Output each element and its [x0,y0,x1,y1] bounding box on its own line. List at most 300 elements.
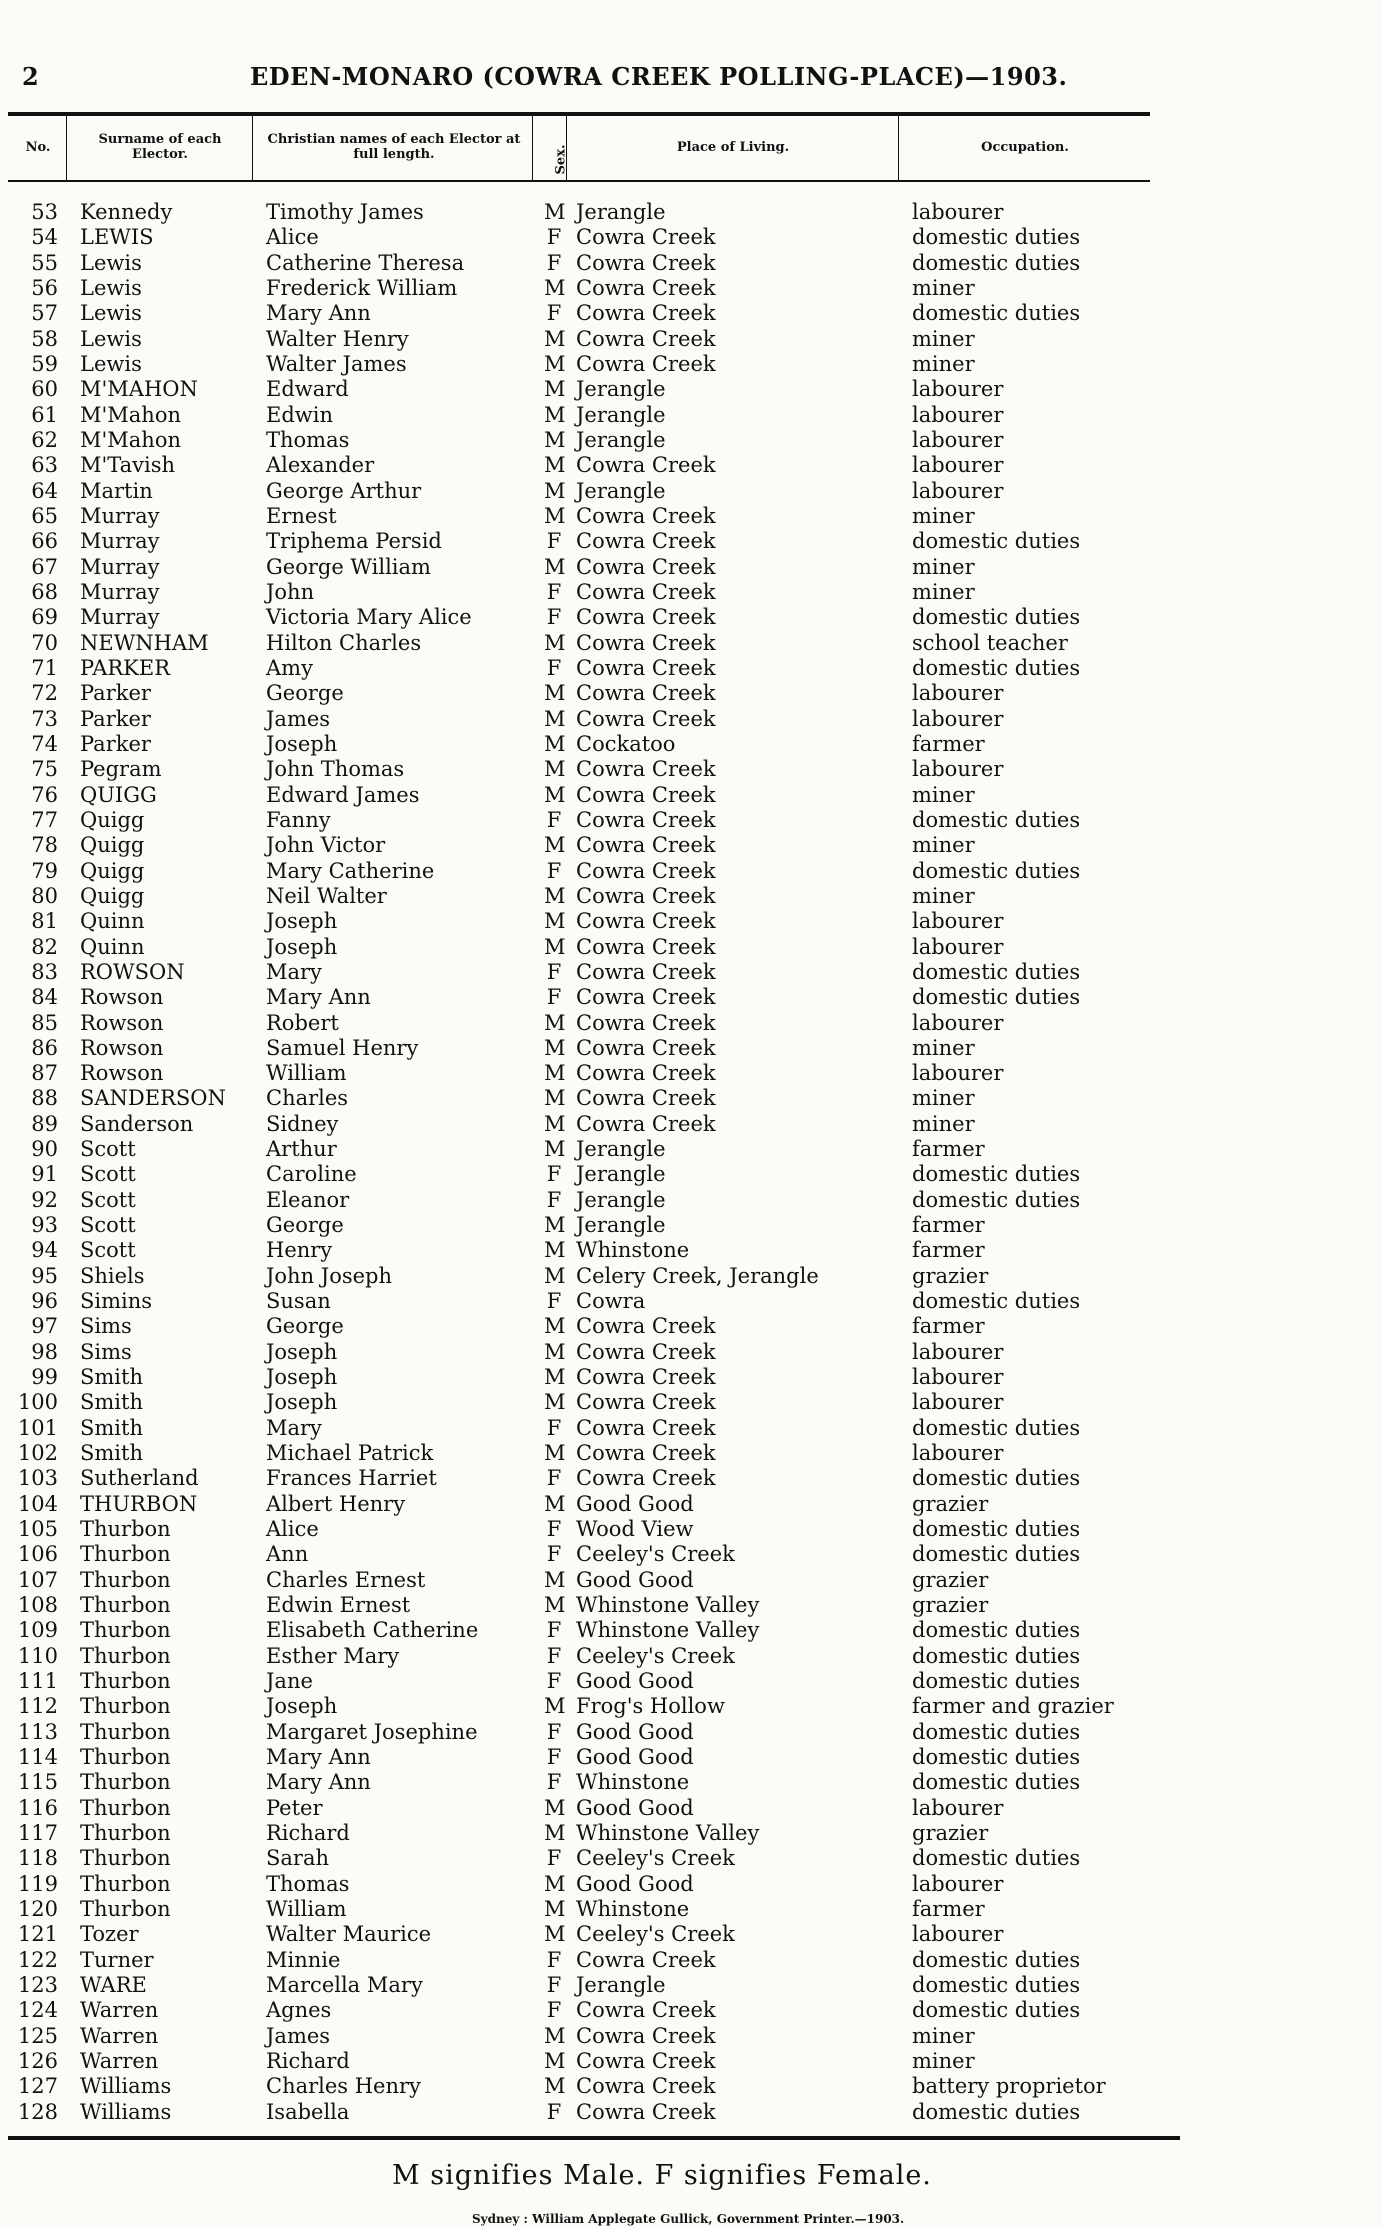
elector-occupation: domestic duties [912,1466,1081,1491]
elector-christian-names: Richard [266,2048,350,2073]
elector-surname: NEWNHAM [80,630,209,655]
elector-christian-names: Walter Maurice [266,1922,432,1947]
elector-christian-names: Joseph [266,731,338,756]
elector-sex: M [544,1314,566,1339]
table-row [0,225,1382,250]
elector-surname: Quigg [80,807,145,832]
elector-occupation: domestic duties [912,605,1081,630]
elector-surname: Parker [80,681,151,706]
column-header-christian-names: Christian names of each Elector at full length. [267,132,521,162]
elector-number: 53 [31,200,58,224]
elector-surname: Williams [80,2074,172,2099]
elector-number: 82 [31,934,58,959]
elector-surname: Kennedy [80,200,173,224]
elector-sex: M [544,2048,566,2073]
elector-occupation: domestic duties [912,1289,1081,1314]
elector-place-of-living: Ceeley's Creek [576,1922,735,1947]
elector-christian-names: Mary Ann [266,301,371,326]
elector-surname: Thurbon [80,1694,171,1719]
elector-christian-names: Jane [266,1669,313,1694]
elector-place-of-living: Good Good [576,1669,694,1694]
elector-surname: Rowson [80,1010,164,1035]
elector-place-of-living: Whinstone Valley [576,1821,760,1845]
elector-occupation: grazier [912,1821,989,1845]
elector-surname: Thurbon [80,1643,171,1668]
column-divider [66,116,67,180]
elector-number: 70 [31,630,58,655]
elector-sex: M [544,1137,566,1162]
elector-occupation: domestic duties [912,225,1081,250]
table-row [0,1745,1382,1770]
elector-surname: Thurbon [80,1517,171,1542]
elector-surname: Smith [80,1415,143,1440]
elector-christian-names: James [266,706,331,731]
elector-occupation: miner [912,554,975,579]
elector-sex: M [544,2023,566,2048]
table-row [0,1365,1382,1390]
elector-number: 79 [31,858,58,883]
elector-place-of-living: Cowra Creek [576,883,716,908]
elector-occupation: labourer [912,757,1004,782]
table-row [0,909,1382,934]
elector-place-of-living: Whinstone [576,1238,690,1263]
elector-place-of-living: Cowra Creek [576,2023,716,2048]
elector-occupation: miner [912,326,975,351]
elector-surname: Williams [80,2099,172,2124]
page-title: EDEN-MONARO (COWRA CREEK POLLING-PLACE)—1903. [250,62,1068,91]
elector-surname: Smith [80,1365,143,1390]
elector-christian-names: Frederick William [266,275,458,300]
elector-place-of-living: Cowra Creek [576,1365,716,1390]
elector-sex: F [546,1998,562,2023]
elector-occupation: domestic duties [912,250,1081,275]
elector-surname: Scott [80,1137,136,1162]
elector-surname: Murray [80,529,160,554]
elector-surname: Lewis [80,250,142,275]
elector-christian-names: George [266,1213,344,1238]
elector-sex: M [544,731,566,756]
elector-number: 87 [31,1061,58,1086]
elector-number: 124 [17,1998,58,2023]
elector-christian-names: James [266,2023,331,2048]
elector-number: 74 [31,731,58,756]
elector-surname: QUIGG [80,782,157,807]
elector-christian-names: Eleanor [266,1187,350,1212]
elector-place-of-living: Cowra Creek [576,351,716,376]
table-row [0,1492,1382,1517]
elector-number: 80 [31,883,58,908]
elector-surname: Sims [80,1339,132,1364]
elector-place-of-living: Jerangle [576,1162,666,1187]
elector-christian-names: Catherine Theresa [266,250,465,275]
elector-number: 56 [31,275,58,300]
printer-imprint: Sydney : William Applegate Gullick, Government Printer.—1903. [472,2212,905,2226]
elector-christian-names: Esther Mary [266,1643,400,1668]
elector-sex: F [546,225,562,250]
elector-place-of-living: Cowra Creek [576,985,716,1010]
elector-occupation: domestic duties [912,301,1081,326]
elector-occupation: domestic duties [912,858,1081,883]
elector-surname: M'Tavish [80,453,176,478]
elector-place-of-living: Cowra Creek [576,1390,716,1415]
elector-place-of-living: Jerangle [576,1137,666,1162]
elector-place-of-living: Cowra Creek [576,1035,716,1060]
elector-sex: M [544,1086,566,1111]
elector-surname: Turner [80,1947,154,1972]
elector-sex: F [546,1187,562,1212]
elector-occupation: miner [912,1086,975,1111]
elector-number: 59 [31,351,58,376]
elector-sex: F [546,858,562,883]
table-row [0,935,1382,960]
elector-occupation: farmer [912,1896,985,1921]
elector-surname: Quigg [80,883,145,908]
elector-christian-names: Joseph [266,909,338,934]
elector-sex: M [544,1111,566,1136]
elector-christian-names: Robert [266,1010,339,1035]
elector-place-of-living: Cowra Creek [576,1339,716,1364]
elector-place-of-living: Wood View [576,1517,694,1542]
elector-sex: F [546,1972,562,1997]
elector-surname: Shiels [80,1263,145,1288]
elector-christian-names: Fanny [266,807,331,832]
elector-christian-names: Edward [266,377,349,402]
elector-sex: F [546,1846,562,1871]
elector-occupation: domestic duties [912,1618,1081,1643]
table-row [0,1086,1382,1111]
elector-sex: F [546,1415,562,1440]
elector-place-of-living: Cowra Creek [576,782,716,807]
elector-number: 90 [31,1137,58,1162]
elector-surname: Sanderson [80,1111,194,1136]
elector-occupation: domestic duties [912,1415,1081,1440]
elector-surname: Thurbon [80,1770,171,1795]
elector-number: 77 [31,807,58,832]
elector-christian-names: Timothy James [266,200,424,224]
elector-number: 69 [31,605,58,630]
table-row [0,1213,1382,1238]
elector-christian-names: Mary Ann [266,1745,371,1770]
elector-number: 128 [17,2099,58,2124]
elector-sex: M [544,2074,566,2099]
table-row [0,985,1382,1010]
table-row [0,580,1382,605]
elector-sex: M [544,326,566,351]
elector-surname: Quinn [80,934,145,959]
elector-sex: F [546,1618,562,1643]
table-row [0,1517,1382,1542]
elector-occupation: labourer [912,377,1004,402]
elector-surname: Rowson [80,1061,164,1086]
table-row [0,555,1382,580]
elector-number: 111 [17,1669,58,1694]
elector-number: 60 [31,377,58,402]
elector-christian-names: Alice [266,1517,319,1542]
elector-occupation: farmer [912,1213,985,1238]
elector-number: 104 [17,1491,58,1516]
elector-occupation: domestic duties [912,1770,1081,1795]
elector-place-of-living: Cowra Creek [576,225,716,250]
elector-sex: M [544,833,566,858]
elector-christian-names: Mary Ann [266,1770,371,1795]
elector-occupation: domestic duties [912,1972,1081,1997]
elector-surname: Smith [80,1390,143,1415]
elector-occupation: farmer and grazier [912,1694,1114,1719]
elector-sex: M [544,1061,566,1086]
table-row [0,833,1382,858]
elector-sex: F [546,1643,562,1668]
elector-place-of-living: Jerangle [576,200,666,224]
elector-number: 64 [31,478,58,503]
table-row [0,884,1382,909]
elector-occupation: domestic duties [912,1719,1081,1744]
elector-place-of-living: Jerangle [576,478,666,503]
elector-number: 84 [31,985,58,1010]
elector-surname: Quigg [80,833,145,858]
elector-christian-names: Mary Catherine [266,858,435,883]
elector-sex: M [544,1365,566,1390]
elector-occupation: domestic duties [912,1947,1081,1972]
elector-christian-names: Agnes [266,1998,332,2023]
elector-sex: M [544,1238,566,1263]
elector-place-of-living: Cowra Creek [576,2048,716,2073]
elector-place-of-living: Celery Creek, Jerangle [576,1263,819,1288]
elector-occupation: domestic duties [912,1669,1081,1694]
elector-surname: Thurbon [80,1871,171,1896]
elector-sex: F [546,1719,562,1744]
elector-occupation: miner [912,1111,975,1136]
elector-occupation: domestic duties [912,1745,1081,1770]
elector-occupation: labourer [912,1010,1004,1035]
elector-occupation: miner [912,1035,975,1060]
elector-sex: F [546,250,562,275]
table-row [0,631,1382,656]
elector-surname: M'Mahon [80,402,181,427]
elector-sex: F [546,959,562,984]
elector-place-of-living: Cowra Creek [576,1111,716,1136]
elector-christian-names: Joseph [266,1694,338,1719]
elector-place-of-living: Cowra Creek [576,655,716,680]
elector-sex: F [546,301,562,326]
table-row [0,1872,1382,1897]
elector-christian-names: Joseph [266,1365,338,1390]
elector-sex: M [544,934,566,959]
elector-number: 120 [17,1896,58,1921]
column-header-surname: Surname of each Elector. [98,132,222,162]
elector-occupation: labourer [912,402,1004,427]
table-row [0,1948,1382,1973]
elector-number: 86 [31,1035,58,1060]
elector-sex: M [544,1035,566,1060]
elector-occupation: farmer [912,1137,985,1162]
elector-place-of-living: Cowra Creek [576,301,716,326]
elector-occupation: domestic duties [912,655,1081,680]
elector-number: 96 [31,1289,58,1314]
table-row [0,1112,1382,1137]
elector-christian-names: Joseph [266,1339,338,1364]
elector-number: 102 [17,1441,58,1466]
elector-place-of-living: Jerangle [576,1972,666,1997]
table-row [0,757,1382,782]
elector-place-of-living: Cowra Creek [576,1466,716,1491]
elector-sex: M [544,782,566,807]
elector-christian-names: Ann [266,1542,309,1567]
elector-place-of-living: Ceeley's Creek [576,1643,735,1668]
elector-sex: M [544,1593,566,1618]
elector-sex: F [546,2099,562,2124]
elector-sex: M [544,200,566,224]
elector-occupation: labourer [912,1390,1004,1415]
elector-number: 113 [17,1719,58,1744]
elector-sex: M [544,1441,566,1466]
elector-surname: Lewis [80,275,142,300]
elector-place-of-living: Good Good [576,1871,694,1896]
elector-surname: M'Mahon [80,427,181,452]
elector-sex: F [546,985,562,1010]
elector-christian-names: Sidney [266,1111,339,1136]
elector-christian-names: Samuel Henry [266,1035,419,1060]
elector-place-of-living: Whinstone [576,1896,690,1921]
table-row [0,504,1382,529]
elector-sex: M [544,757,566,782]
elector-number: 99 [31,1365,58,1390]
table-row [0,1340,1382,1365]
elector-number: 94 [31,1238,58,1263]
table-row [0,2049,1382,2074]
elector-occupation: grazier [912,1491,989,1516]
elector-number: 88 [31,1086,58,1111]
elector-sex: M [544,1010,566,1035]
elector-sex: M [544,1795,566,1820]
elector-place-of-living: Good Good [576,1567,694,1592]
table-row [0,301,1382,326]
elector-place-of-living: Cowra Creek [576,250,716,275]
elector-occupation: farmer [912,1238,985,1263]
elector-number: 76 [31,782,58,807]
table-row [0,1036,1382,1061]
elector-christian-names: Arthur [266,1137,337,1162]
elector-sex: F [546,807,562,832]
table-row [0,377,1382,402]
elector-number: 116 [17,1795,58,1820]
elector-number: 114 [17,1745,58,1770]
elector-surname: Lewis [80,326,142,351]
elector-christian-names: Elisabeth Catherine [266,1618,479,1643]
elector-surname: Thurbon [80,1719,171,1744]
elector-sex: M [544,1694,566,1719]
elector-christian-names: Henry [266,1238,333,1263]
elector-christian-names: Edwin [266,402,333,427]
elector-occupation: domestic duties [912,1162,1081,1187]
elector-surname: Warren [80,1998,159,2023]
elector-occupation: labourer [912,1061,1004,1086]
elector-surname: Thurbon [80,1795,171,1820]
elector-number: 83 [31,959,58,984]
elector-christian-names: Alexander [266,453,375,478]
column-divider [898,116,899,180]
table-row [0,1922,1382,1947]
elector-surname: Thurbon [80,1618,171,1643]
table-row [0,251,1382,276]
elector-christian-names: Sarah [266,1846,329,1871]
table-row [0,1011,1382,1036]
elector-sex: F [546,605,562,630]
elector-number: 98 [31,1339,58,1364]
elector-sex: M [544,1896,566,1921]
elector-place-of-living: Cowra Creek [576,1010,716,1035]
elector-place-of-living: Jerangle [576,427,666,452]
table-row [0,1846,1382,1871]
elector-christian-names: Victoria Mary Alice [266,605,472,630]
elector-place-of-living: Whinstone Valley [576,1618,760,1643]
elector-number: 105 [17,1517,58,1542]
elector-occupation: domestic duties [912,1998,1081,2023]
elector-occupation: labourer [912,427,1004,452]
elector-place-of-living: Cowra Creek [576,1314,716,1339]
table-row [0,1694,1382,1719]
table-row [0,1416,1382,1441]
elector-christian-names: John Victor [266,833,386,858]
elector-christian-names: Marcella Mary [266,1972,423,1997]
elector-surname: M'MAHON [80,377,198,402]
elector-place-of-living: Jerangle [576,402,666,427]
table-row [0,1770,1382,1795]
elector-number: 65 [31,503,58,528]
table-row [0,428,1382,453]
elector-occupation: labourer [912,200,1004,224]
elector-christian-names: William [266,1896,347,1921]
elector-surname: THURBON [80,1491,198,1516]
elector-surname: Sims [80,1314,132,1339]
column-divider [532,116,533,180]
table-row [0,707,1382,732]
elector-number: 57 [31,301,58,326]
table-row [0,1568,1382,1593]
table-row [0,681,1382,706]
elector-number: 109 [17,1618,58,1643]
elector-occupation: battery proprietor [912,2074,1106,2099]
elector-occupation: labourer [912,909,1004,934]
table-row [0,859,1382,884]
elector-surname: Thurbon [80,1745,171,1770]
elector-list [0,200,1382,2125]
elector-surname: Thurbon [80,1593,171,1618]
elector-place-of-living: Ceeley's Creek [576,1846,735,1871]
table-row [0,1137,1382,1162]
elector-christian-names: Amy [266,655,313,680]
elector-place-of-living: Cowra Creek [576,1086,716,1111]
elector-occupation: grazier [912,1263,989,1288]
elector-surname: Sutherland [80,1466,199,1491]
elector-place-of-living: Cowra Creek [576,453,716,478]
elector-christian-names: Mary Ann [266,985,371,1010]
elector-number: 66 [31,529,58,554]
elector-sex: F [546,1542,562,1567]
elector-occupation: domestic duties [912,1846,1081,1871]
table-row [0,403,1382,428]
table-row [0,656,1382,681]
table-row [0,327,1382,352]
table-row [0,1998,1382,2023]
elector-surname: Warren [80,2048,159,2073]
table-row [0,1162,1382,1187]
elector-surname: Thurbon [80,1567,171,1592]
elector-sex: F [546,1770,562,1795]
elector-christian-names: Frances Harriet [266,1466,437,1491]
elector-christian-names: John Thomas [266,757,405,782]
table-row [0,1441,1382,1466]
table-row [0,1061,1382,1086]
